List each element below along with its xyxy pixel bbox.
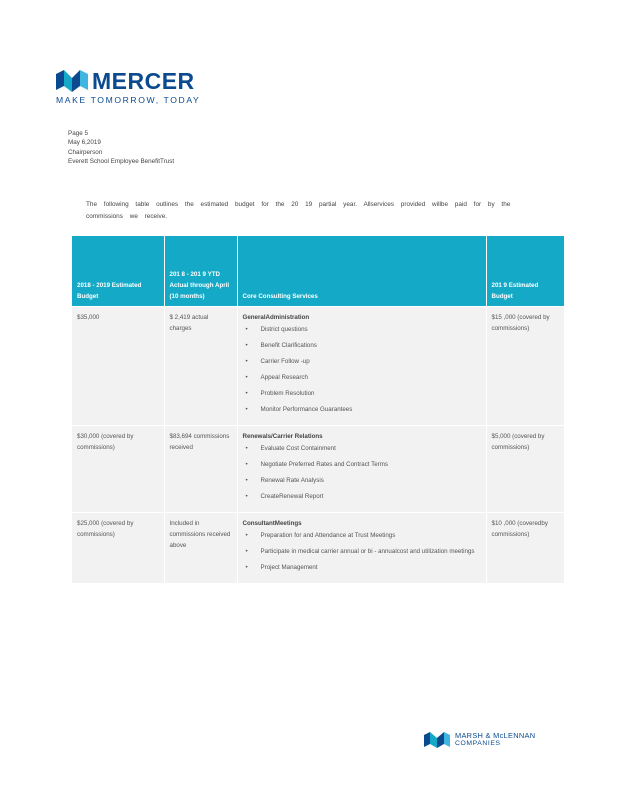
intro-paragraph: The following table outlines the estimated budget for the 20 19 partial year. Allservices provided willbe paid for by the commissions we receive. (86, 201, 511, 221)
letter-date: May 6,2019 (68, 139, 101, 147)
header-estimated-budget: 201 9 Estimated Budget (486, 236, 564, 307)
header-core-services: Core Consulting Services (237, 236, 486, 307)
service-item: • Negotiate Preferred Rates and Contract Terms (243, 460, 481, 470)
marsh-mclennan-logo (424, 732, 535, 748)
service-list (243, 531, 481, 573)
cell-estimate: $15 ,000 (covered by commissions) (486, 307, 564, 426)
service-item: • Evaluate Cost Containment (243, 444, 481, 454)
header-ytd-actual: 201 8 - 201 9 YTD Actual through April (10 months) (164, 236, 237, 307)
mercer-wordmark: MERCER (92, 68, 195, 94)
service-item: • CreateRenewal Report (243, 492, 481, 502)
footer-company-line2: COMPANIES (455, 740, 501, 747)
header-prior-budget: 2018 - 2019 Estimated Budget (72, 236, 164, 307)
service-title: GeneralAdministration (242, 314, 310, 321)
cell-ytd-actual: Included in commissions received above (164, 513, 237, 584)
table-header-row (72, 236, 564, 307)
table-row (72, 307, 564, 426)
budget-table (72, 236, 564, 583)
service-item: • Benefit Clarifications (243, 341, 481, 351)
recipient-title: Chairperson (68, 148, 103, 156)
table-row (72, 426, 564, 513)
recipient-organization: Everett School Employee BenefitTrust (68, 158, 175, 166)
cell-services (237, 513, 486, 584)
mercer-logo-mark-icon (56, 70, 88, 92)
cell-ytd-actual: $ 2,419 actual charges (164, 307, 237, 426)
cell-prior-budget: $35,000 (72, 307, 164, 426)
service-list (243, 325, 481, 415)
cell-ytd-actual: $83,694 commissions received (164, 426, 237, 513)
letter-meta (68, 129, 174, 167)
mercer-logo (56, 70, 200, 105)
service-item: • Preparation for and Attendance at Trust Meetings (243, 531, 481, 541)
page-number: Page 5 (68, 130, 88, 137)
cell-estimate: $10 ,000 (coveredby commissions) (486, 513, 564, 584)
service-item: • Participate in medical carrier annual or bi - annualcost and utilization meetings (243, 547, 481, 557)
service-title: Renewals/Carrier Relations (242, 433, 323, 440)
service-item: • Carrier Follow -up (243, 357, 481, 367)
table-row (72, 513, 564, 584)
service-item: • Appeal Research (243, 373, 481, 383)
footer-company-line1: MARSH & McLENNAN (455, 731, 536, 740)
cell-prior-budget: $25,000 (covered by commissions) (72, 513, 164, 584)
mercer-tagline: MAKE TOMORROW, TODAY (56, 95, 201, 105)
service-item: • District questions (243, 325, 481, 335)
cell-estimate: $5,000 (covered by commissions) (486, 426, 564, 513)
service-title: ConsultantMeetings (242, 520, 302, 527)
service-item: • Monitor Performance Guarantees (243, 405, 481, 415)
service-list (243, 444, 481, 502)
service-item: • Problem Resolution (243, 389, 481, 399)
service-item: • Renewal Rate Analysis (243, 476, 481, 486)
cell-services (237, 426, 486, 513)
cell-services (237, 307, 486, 426)
marsh-mclennan-logo-mark-icon (424, 732, 450, 748)
service-item: • Project Management (243, 563, 481, 573)
cell-prior-budget: $30,000 (covered by commissions) (72, 426, 164, 513)
